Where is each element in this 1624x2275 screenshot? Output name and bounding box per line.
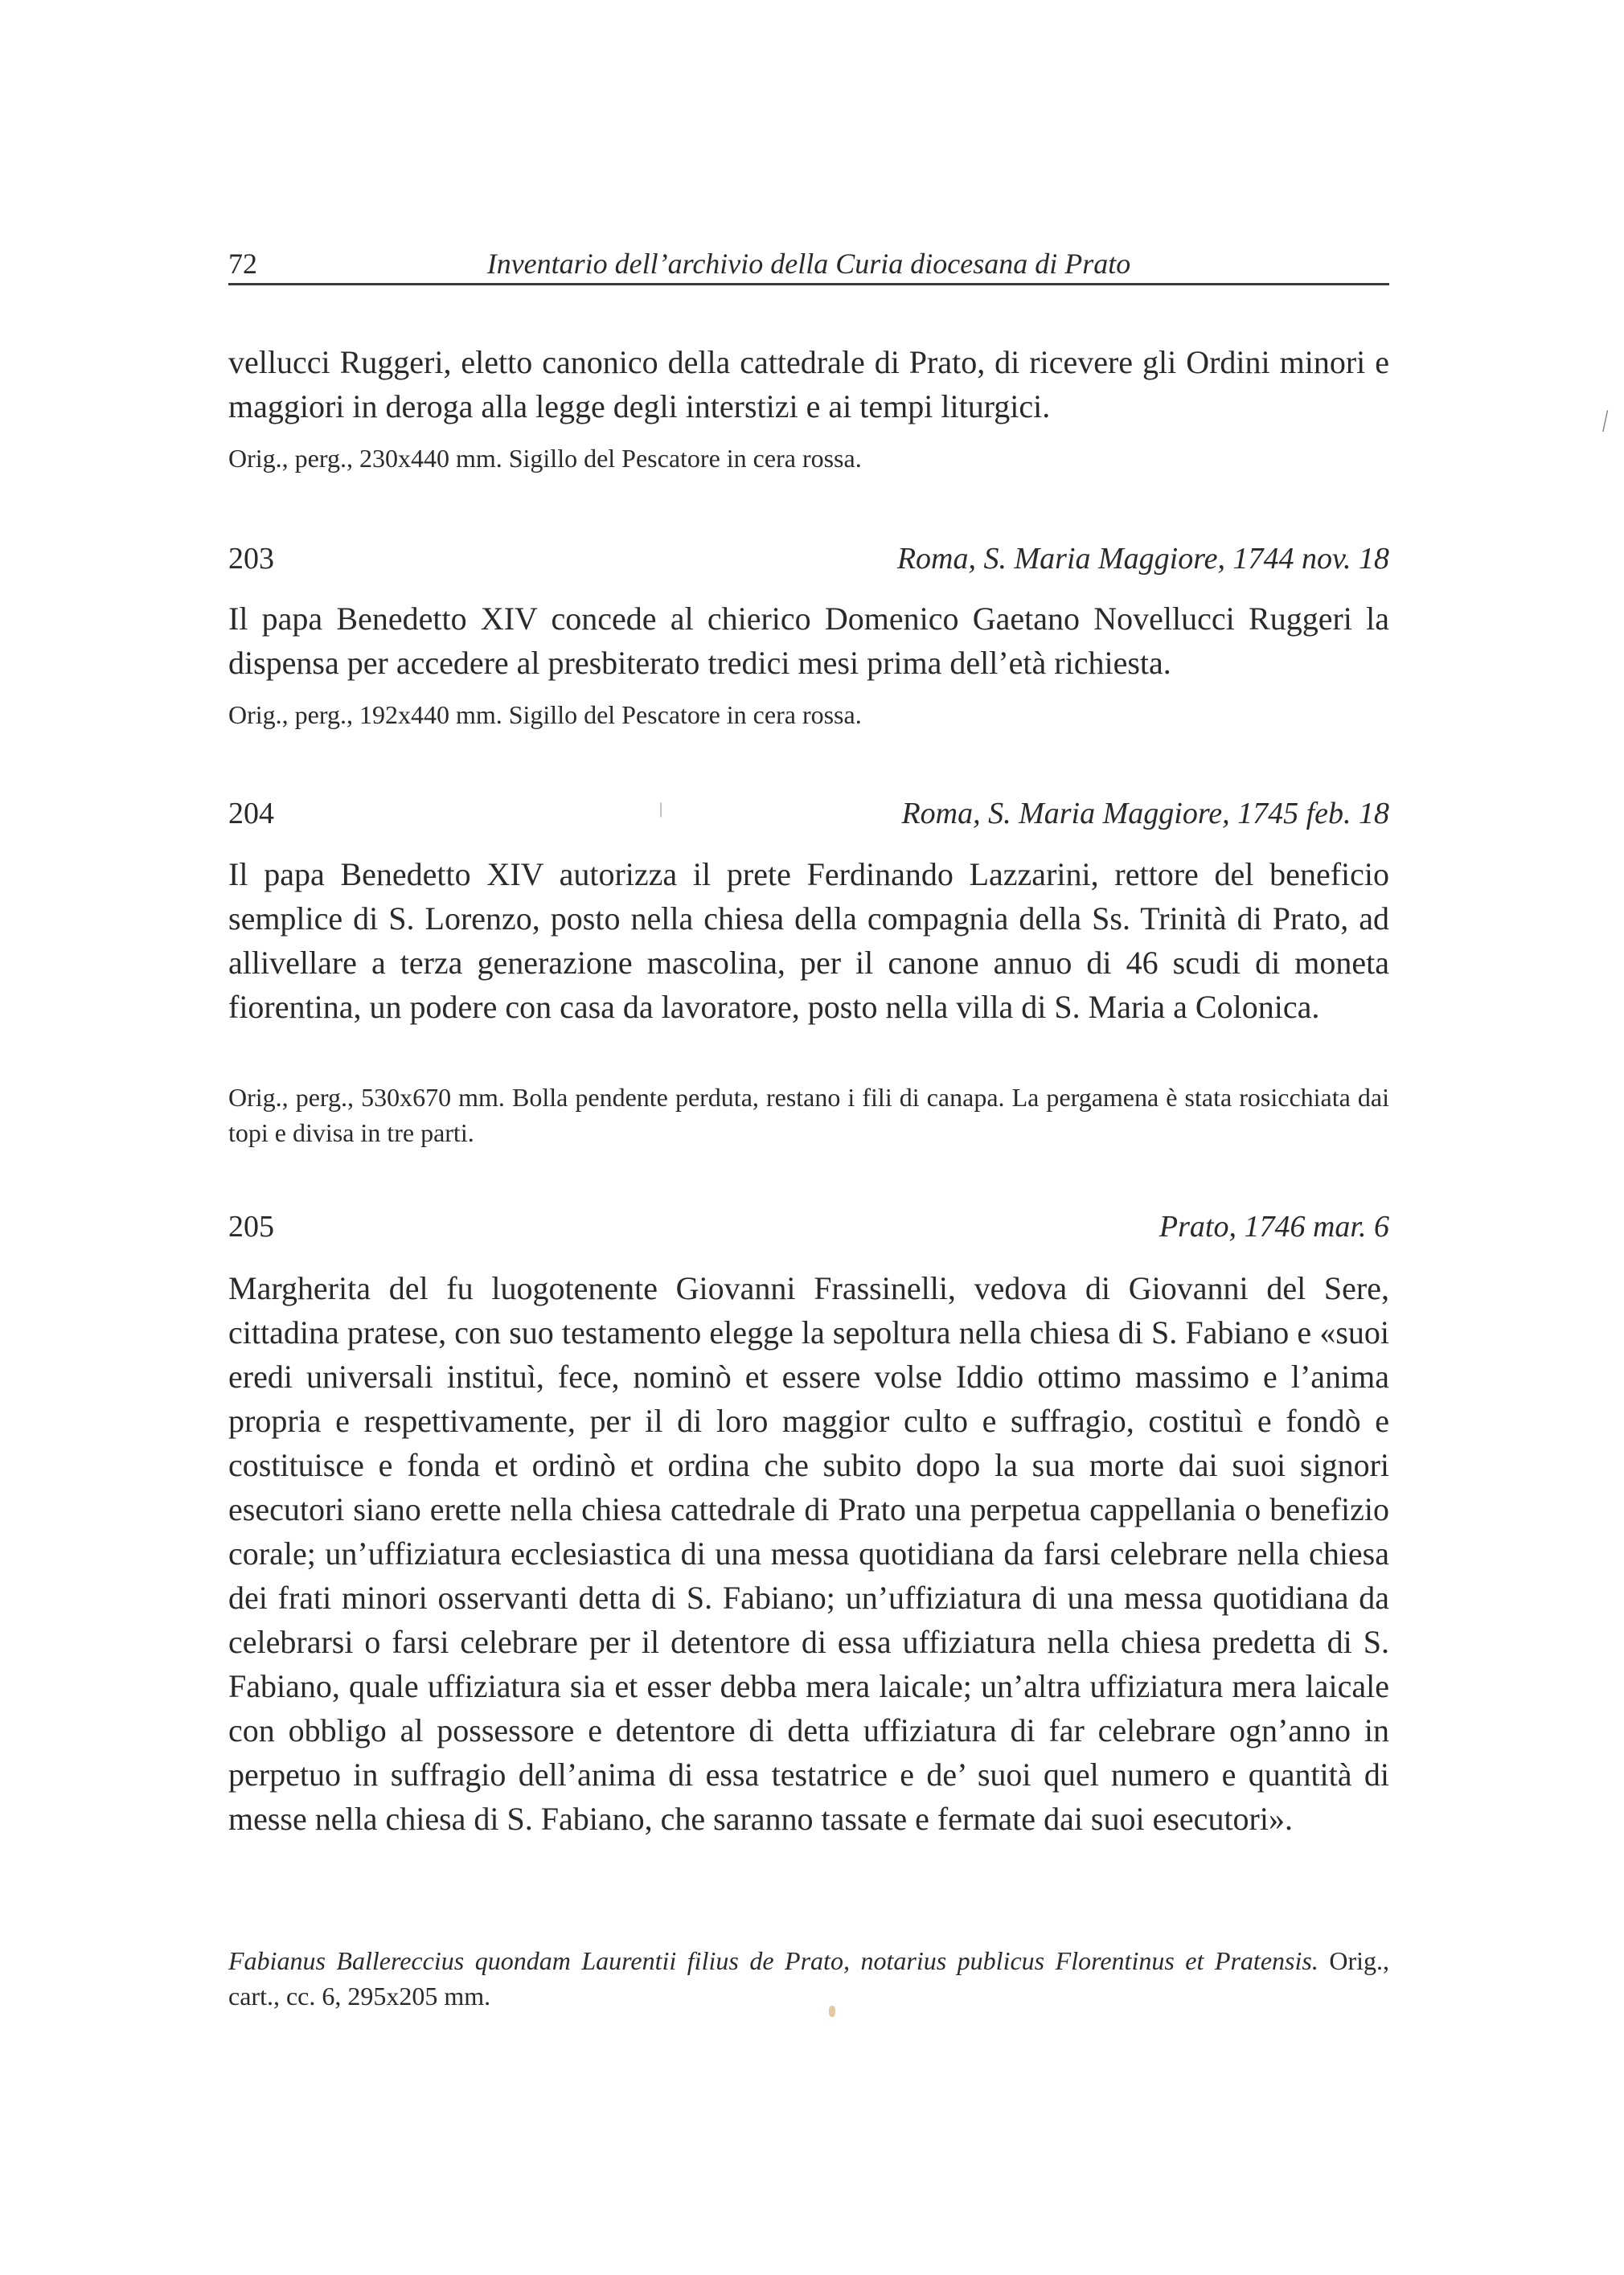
entry-header-205 (228, 1207, 1389, 1247)
entry-place-date: Roma, S. Maria Maggiore, 1745 feb. 18 (901, 797, 1389, 830)
entry-note-physical: Orig., cart., cc. 6, 295x205 mm. (228, 1946, 1390, 2011)
entry-note-203: Orig., perg., 192x440 mm. Sigillo del Pescatore in cera rossa. (228, 700, 862, 729)
entry-number: 205 (228, 1210, 274, 1244)
header-rule (228, 283, 1389, 285)
entry-place-date: Prato, 1746 mar. 6 (1159, 1210, 1389, 1244)
entry-number: 204 (228, 797, 274, 830)
continuation-text: vellucci Ruggeri, eletto canonico della cattedrale di Prato, di ricevere gli Ordini minori e maggiori in deroga alla legge degli interstizi e ai tempi liturgici. (228, 344, 1389, 424)
entry-text-203: Il papa Benedetto XIV concede al chierico Domenico Gaetano Novellucci Ruggeri la dispensa per accedere al presbiterato tredici mesi prima dell’età richiesta. (228, 601, 1389, 681)
scan-stain (829, 2006, 835, 2017)
notary-subscription: Fabianus Ballereccius quondam Laurentii filius de Prato, notarius publicus Florentinus et Pratensis. (228, 1946, 1318, 1975)
entry-header-204 (228, 793, 1389, 834)
scan-mark: | (659, 800, 663, 818)
entry-note-204: Orig., perg., 530x670 mm. Bolla pendente perduta, restano i fili di canapa. La pergamena è stata rosicchiata dai topi e divisa in tre parti. (228, 1083, 1389, 1147)
entry-text-205: Margherita del fu luogotenente Giovanni Frassinelli, vedova di Giovanni del Sere, cittadina pratese, con suo testamento elegge la sepoltura nella chiesa di S. Fabiano e «suoi eredi universali instituì, fece, nominò et essere volse Iddio ottimo massimo e l’anima propria e respettivamente, per il di loro maggior culto e suffragio, costituì e fondò e costituisce e fonda et ordinò et ordina che subito dopo la sua morte dai suoi signori esecutori siano erette nella chiesa cattedrale di Prato una perpetua cappellania o benefizio corale; un’uffiziatura ecclesiastica di una messa quotidiana da farsi celebrare nella chiesa dei frati minori osservanti detta di S. Fabiano; un’uffiziatura di una messa quotidiana da celebrarsi o farsi celebrare per il detentore di essa uffiziatura nella chiesa predetta di S. Fabiano, quale uffiziatura sia et esser debba mera laicale; un’altra uffiziatura mera laicale con obbligo al possessore e detentore di detta uffiziatura di far celebrare ogn’anno in perpetuo in suffragio dell’anima di essa testatrice e de’ suoi quel numero e quantità di messe nella chiesa di S. Fabiano, che saranno tassate e fermate dai suoi esecutori». (228, 1270, 1389, 1837)
running-header (228, 246, 1389, 281)
running-title: Inventario dell’archivio della Curia diocesana di Prato (486, 248, 1131, 280)
page-number: 72 (228, 248, 257, 280)
entry-text-204: Il papa Benedetto XIV autorizza il prete Ferdinando Lazzarini, rettore del beneficio semplice di S. Lorenzo, posto nella chiesa della compagnia della Ss. Trinità di Prato, ad allivellare a terza generazione mascolina, per il canone annuo di 46 scudi di moneta fiorentina, un podere con casa da lavoratore, posto nella villa di S. Maria a Colonica. (228, 856, 1389, 1025)
entry-header-203 (228, 539, 1389, 579)
entry-place-date: Roma, S. Maria Maggiore, 1744 nov. 18 (896, 542, 1389, 576)
entry-number: 203 (228, 542, 274, 576)
continuation-note: Orig., perg., 230x440 mm. Sigillo del Pescatore in cera rossa. (228, 444, 862, 473)
entry-note-205 (228, 1943, 1389, 2014)
scan-mark: | (1600, 405, 1611, 433)
